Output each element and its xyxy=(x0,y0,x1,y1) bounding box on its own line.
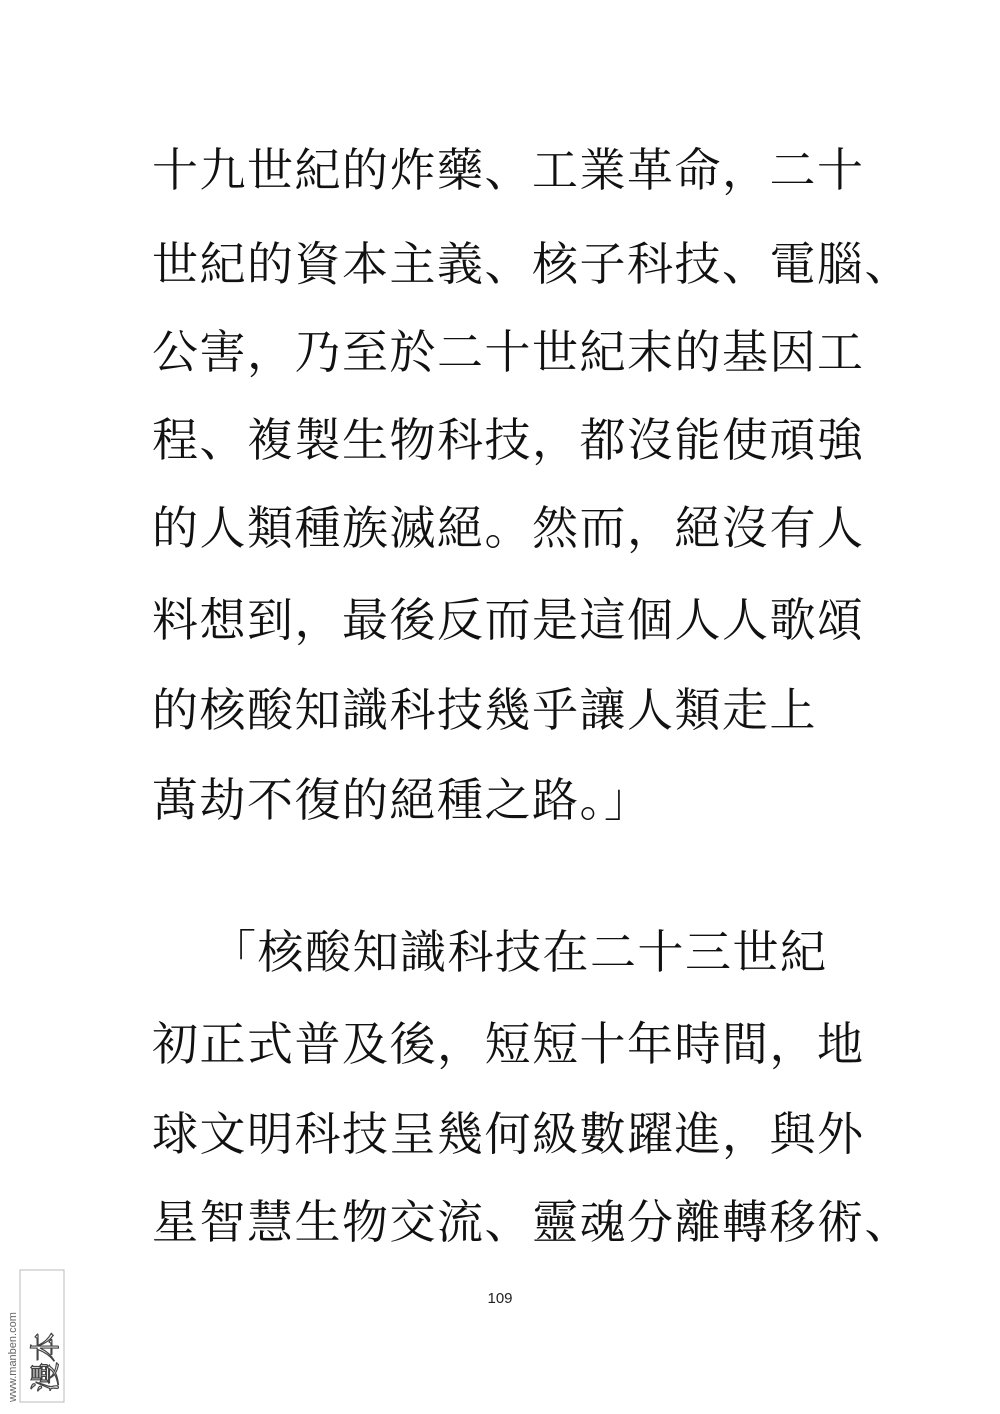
text-line: 萬劫不復的絕種之路。」 xyxy=(152,773,652,827)
text-line: 球文明科技呈幾何級數躍進，與外 xyxy=(152,1107,865,1161)
text-line: 「核酸知識科技在二十三世紀 xyxy=(210,925,828,979)
page-number: 109 xyxy=(487,1290,513,1307)
text-line: 的核酸知識科技幾乎讓人類走上 xyxy=(152,683,817,737)
text-line: 公害，乃至於二十世紀末的基因工 xyxy=(152,325,865,379)
text-line: 的人類種族滅絕。然而，絕沒有人 xyxy=(152,501,865,555)
text-line: 初正式普及後，短短十年時間，地 xyxy=(152,1017,865,1071)
text-line: 料想到，最後反而是這個人人歌頌 xyxy=(152,593,865,647)
watermark-logo xyxy=(6,1268,70,1408)
watermark-logo-text: 漫本 xyxy=(29,1332,64,1392)
text-line: 星智慧生物交流、靈魂分離轉移術、 xyxy=(152,1195,912,1249)
text-line: 世紀的資本主義、核子科技、電腦、 xyxy=(152,237,912,291)
text-line: 十九世紀的炸藥、工業革命，二十 xyxy=(152,143,865,197)
watermark-site-text: www.manben.com xyxy=(7,1312,19,1402)
text-line: 程、複製生物科技，都沒能使頑強 xyxy=(152,413,865,467)
